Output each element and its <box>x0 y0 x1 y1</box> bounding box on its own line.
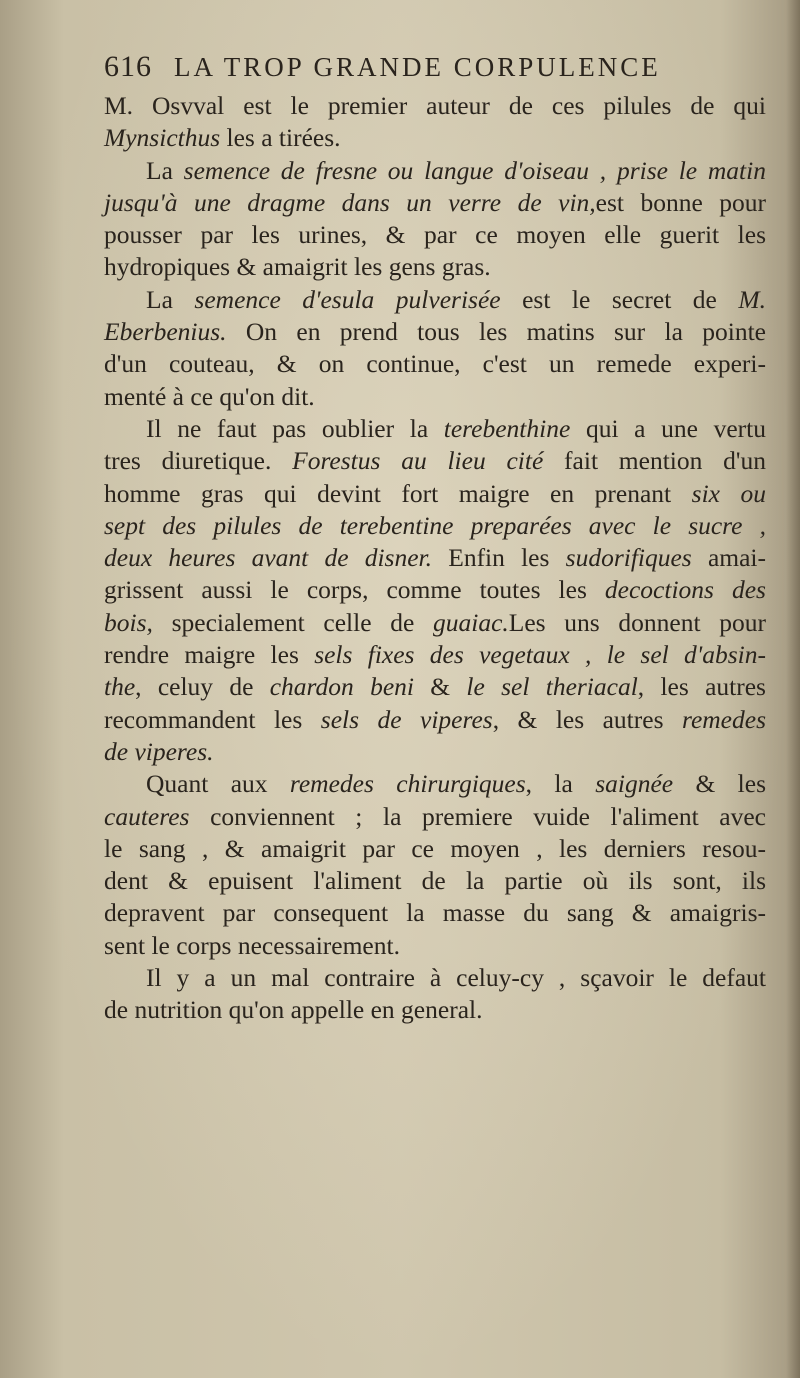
text-run: , & les autres <box>492 704 682 734</box>
text-run: fait mention d'un <box>543 446 766 476</box>
italic-run: remedes <box>681 704 766 734</box>
text-line <box>104 671 766 703</box>
italic-run: Eberbenius. <box>104 317 227 347</box>
text-line <box>104 768 766 800</box>
italic-run: the <box>104 672 136 702</box>
text-line <box>104 574 766 606</box>
italic-run: Mynsicthus <box>104 123 221 153</box>
text-line <box>104 994 766 1026</box>
text-line <box>104 155 766 187</box>
text-run: est le secret de <box>500 284 739 314</box>
text-run: le sang , & amaigrit par ce moyen , les derniers resou- <box>104 833 766 863</box>
page-edge-shadow <box>786 0 800 1378</box>
text-run: recommandent les <box>104 704 321 734</box>
text-run: tres diuretique. <box>104 446 293 476</box>
text-run: specialement celle de <box>152 607 433 637</box>
text-run: & <box>413 672 467 702</box>
italic-run: decoctions des <box>604 575 766 605</box>
text-line <box>104 865 766 897</box>
text-run: Il y a un mal contraire à celuy-cy , sçavoir le defaut <box>146 963 766 993</box>
paragraph <box>104 284 766 413</box>
italic-run: saignée <box>595 769 674 799</box>
italic-run: six ou <box>691 478 766 508</box>
text-line <box>104 478 766 510</box>
text-run: les a tirées. <box>220 123 341 153</box>
text-line <box>104 90 766 122</box>
text-line <box>104 284 766 316</box>
italic-run: semence de fresne ou langue d'oiseau , prise le matin <box>183 155 766 185</box>
italic-run: sudorifiques <box>565 543 692 573</box>
text-run: grissent aussi le corps, comme toutes les <box>104 575 605 605</box>
italic-run: sels fixes des vegetaux , le sel d'absin- <box>314 640 767 670</box>
text-run: Les uns donnent pour <box>508 607 766 637</box>
text-line <box>104 251 766 283</box>
text-run: est bonne pour <box>595 187 766 217</box>
italic-run: Forestus au lieu cité <box>292 446 544 476</box>
text-run: Il ne faut pas oublier la <box>146 413 444 443</box>
italic-run: bois, <box>104 607 153 637</box>
italic-run: remedes chirurgiques <box>289 769 526 799</box>
paragraph <box>104 962 766 1027</box>
running-title: LA TROP GRANDE CORPULENCE <box>174 52 661 82</box>
text-line <box>104 897 766 929</box>
italic-run: terebenthine <box>443 413 571 443</box>
text-run: Enfin les <box>432 543 566 573</box>
paragraph <box>104 768 766 962</box>
text-run: , la <box>525 769 596 799</box>
text-line <box>104 316 766 348</box>
text-line <box>104 219 766 251</box>
text-run: , les autres <box>637 672 766 702</box>
italic-run: le sel theriacal <box>466 672 638 702</box>
italic-run: de viperes. <box>104 736 214 766</box>
text-run: depravent par consequent la masse du sang & amaigris- <box>104 898 766 928</box>
text-run: On en prend tous les matins sur la pointe <box>226 317 766 347</box>
text-line <box>104 510 766 542</box>
italic-run: sels de viperes <box>320 704 493 734</box>
text-run: hydropiques & amaigrit les gens gras. <box>104 252 491 282</box>
italic-run: deux heures avant de disner. <box>104 543 433 573</box>
text-run: dent & epuisent l'aliment de la partie où ils sont, ils <box>104 866 766 896</box>
text-run: qui a une vertu <box>570 413 766 443</box>
running-header <box>104 50 766 90</box>
paragraph <box>104 413 766 768</box>
text-run: La <box>146 284 195 314</box>
italic-run: sept des pilules de terebentine preparées avec le sucre , <box>104 510 766 540</box>
text-run: menté à ce qu'on dit. <box>104 381 315 411</box>
text-line <box>104 381 766 413</box>
text-line <box>104 607 766 639</box>
text-run: rendre maigre les <box>104 640 315 670</box>
text-run: pousser par les urines, & par ce moyen elle guerit les <box>104 220 766 250</box>
text-line <box>104 348 766 380</box>
text-line <box>104 736 766 768</box>
text-run: d'un couteau, & on continue, c'est un remede experi- <box>104 349 766 379</box>
text-run: conviennent ; la premiere vuide l'aliment avec <box>189 801 766 831</box>
page-number: 616 <box>104 50 152 83</box>
text-line <box>104 445 766 477</box>
text-line <box>104 962 766 994</box>
text-run: La <box>146 155 184 185</box>
text-run: & les <box>673 769 767 799</box>
paragraph <box>104 155 766 284</box>
body-text <box>104 90 766 1027</box>
italic-run: M. <box>738 284 766 314</box>
text-run: sent le corps necessairement. <box>104 930 400 960</box>
text-line <box>104 704 766 736</box>
text-line <box>104 930 766 962</box>
paragraph <box>104 90 766 155</box>
text-run: homme gras qui devint fort maigre en prenant <box>104 478 692 508</box>
text-run: , celuy de <box>135 672 270 702</box>
text-line <box>104 639 766 671</box>
text-line <box>104 833 766 865</box>
text-line <box>104 187 766 219</box>
text-run: amai- <box>691 543 766 573</box>
text-line <box>104 122 766 154</box>
text-line <box>104 542 766 574</box>
italic-run: semence d'esula pulverisée <box>194 284 501 314</box>
text-run: M. Osvval est le premier auteur de ces pilules de qui <box>104 91 766 120</box>
page-text <box>104 50 766 1027</box>
text-run: Quant aux <box>146 769 290 799</box>
italic-run: guaiac. <box>432 607 509 637</box>
text-line <box>104 413 766 445</box>
text-line <box>104 801 766 833</box>
italic-run: cauteres <box>104 801 190 831</box>
italic-run: jusqu'à une dragme dans un verre de vin, <box>104 187 596 217</box>
text-run: de nutrition qu'on appelle en general. <box>104 995 483 1025</box>
italic-run: chardon beni <box>269 672 414 702</box>
